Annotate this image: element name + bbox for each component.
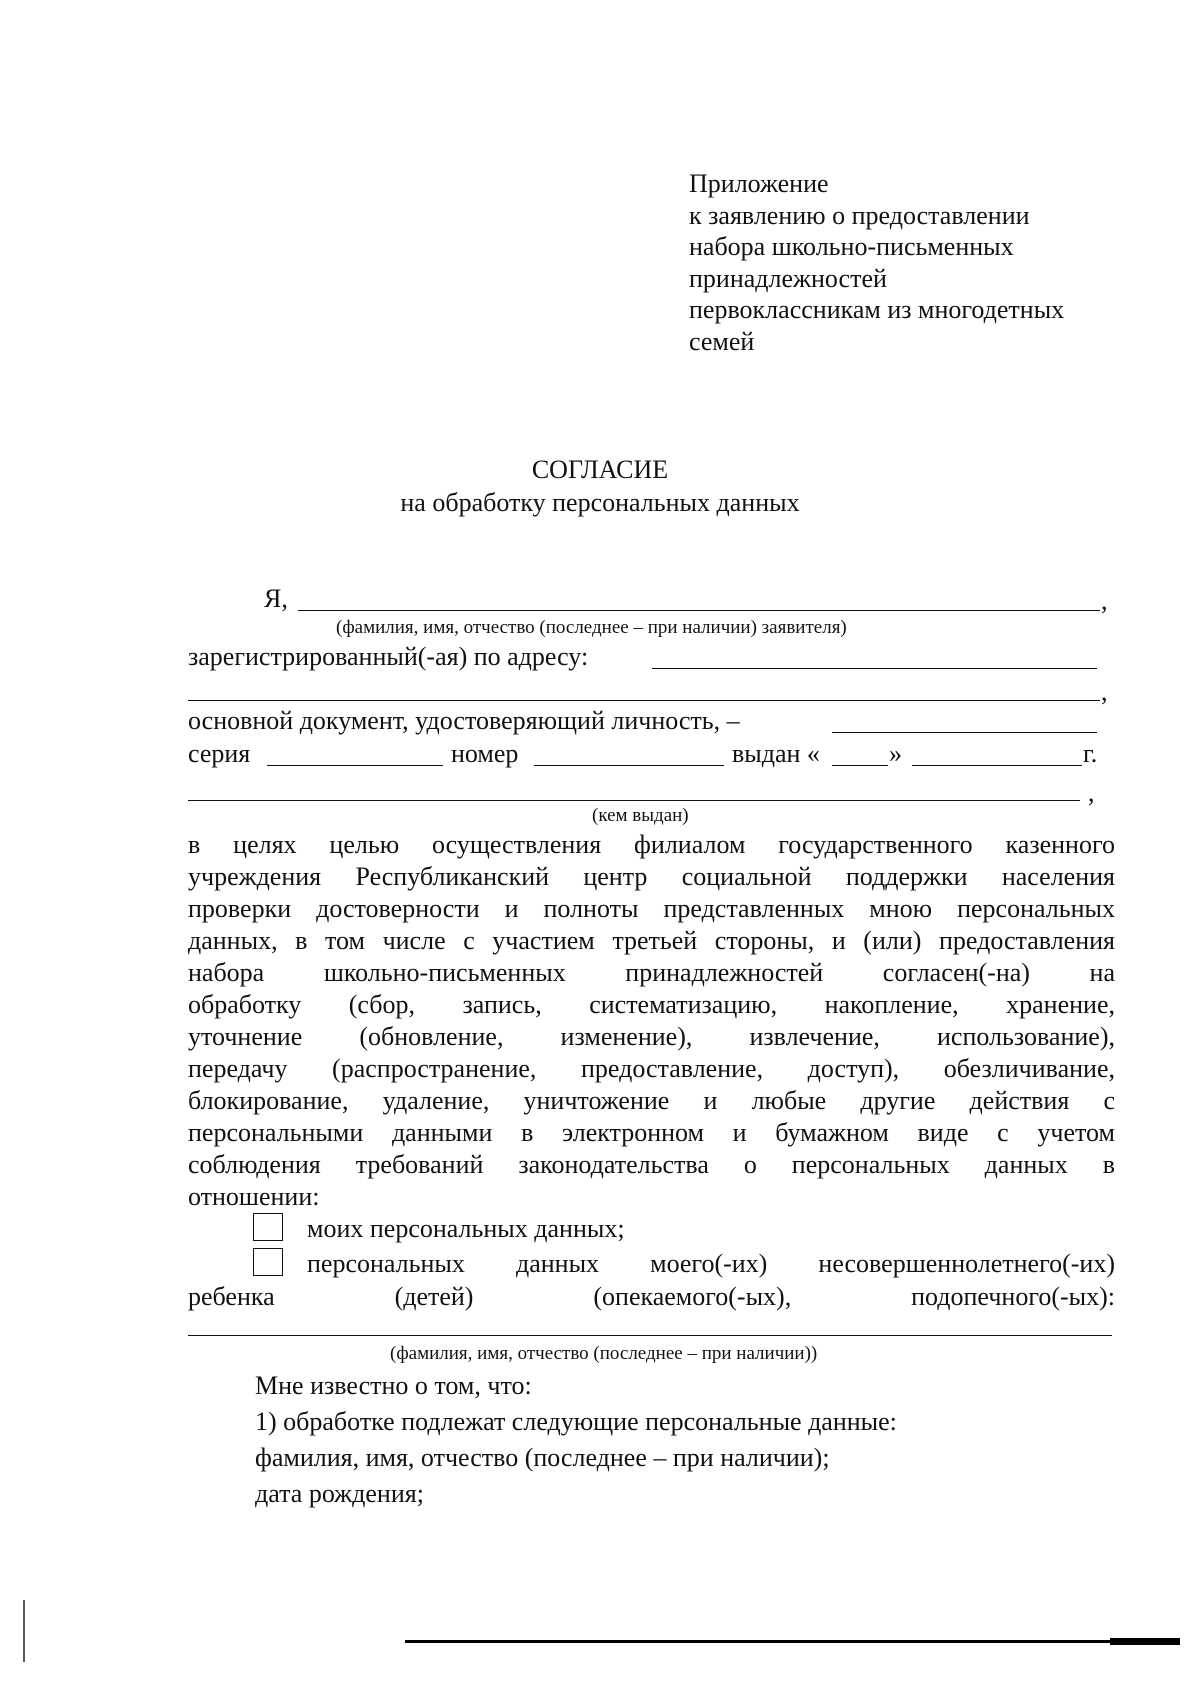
paragraph-line: обработку (сбор, запись, систематизацию, накопление, хранение,: [188, 990, 1115, 1019]
number-field[interactable]: [534, 765, 724, 766]
address-field-1[interactable]: [652, 668, 1097, 669]
year-suffix: г.: [1083, 739, 1098, 768]
issue-day-field[interactable]: [832, 765, 888, 766]
paragraph-line: соблюдения требований законодательства о персональных данных в: [188, 1150, 1115, 1179]
paragraph-line: проверки достоверности и полноты представленных мною персональных: [188, 894, 1115, 923]
series-field[interactable]: [267, 765, 443, 766]
appendix-block: [689, 168, 1064, 357]
address-label: зарегистрированный(-ая) по адресу:: [188, 642, 589, 671]
paragraph-line: учреждения Республиканский центр социальной поддержки населения: [188, 862, 1115, 891]
child-data-label-cont: ребенка (детей) (опекаемого(-ых), подопечного(-ых):: [188, 1282, 1115, 1311]
child-data-checkbox[interactable]: [253, 1248, 283, 1276]
i-label: Я,: [264, 584, 288, 613]
issued-quote-close: »: [889, 739, 902, 768]
paragraph-line: блокирование, удаление, уничтожение и любые другие действия с: [188, 1086, 1115, 1115]
appendix-line: первоклассникам из многодетных: [689, 295, 1065, 324]
known-item-1a: фамилия, имя, отчество (последнее – при наличии);: [255, 1443, 830, 1472]
comma: ,: [1101, 586, 1108, 615]
paragraph-line: отношении:: [188, 1182, 320, 1211]
appendix-line: к заявлению о предоставлении: [689, 200, 1030, 230]
issued-label: выдан «: [732, 739, 820, 768]
comma: ,: [1101, 677, 1108, 706]
paragraph-line: в целях целью осуществления филиалом государственного казенного: [188, 830, 1115, 859]
child-name-field[interactable]: [188, 1335, 1112, 1336]
child-data-label: персональных данных моего(-их) несовершеннолетнего(-их): [307, 1249, 1115, 1278]
issuer-field[interactable]: [188, 800, 1080, 801]
known-item-1b: дата рождения;: [255, 1479, 424, 1508]
paragraph-line: передачу (распространение, предоставление, доступ), обезличивание,: [188, 1054, 1115, 1083]
paragraph-line: данных, в том числе с участием третьей стороны, и (или) предоставления: [188, 926, 1115, 955]
comma: ,: [1088, 778, 1095, 807]
scan-edge-mark: [23, 1600, 25, 1662]
issuer-hint: (кем выдан): [592, 805, 689, 826]
appendix-line: Приложение: [689, 169, 829, 198]
paragraph-line: персональными данными в электронном и бумажном виде с учетом: [188, 1118, 1115, 1147]
appendix-line: набора школьно-письменных: [689, 232, 1014, 261]
series-label: серия: [188, 739, 251, 768]
id-document-label: основной документ, удостоверяющий личность, –: [188, 706, 740, 735]
known-item-1: 1) обработке подлежат следующие персональные данные:: [255, 1407, 897, 1436]
document-subtitle: на обработку персональных данных: [400, 488, 800, 517]
own-data-checkbox[interactable]: [253, 1213, 283, 1241]
appendix-line: семей: [689, 326, 755, 356]
paragraph-line: уточнение (обновление, изменение), извлечение, использование),: [188, 1022, 1115, 1051]
paragraph-line: набора школьно-письменных принадлежностей согласен(-на) на: [188, 958, 1115, 987]
known-intro: Мне известно о том, что:: [255, 1371, 532, 1400]
scan-bottom-line-end: [1110, 1638, 1180, 1645]
appendix-line: принадлежностей: [689, 263, 887, 293]
document-title: СОГЛАСИЕ: [531, 455, 669, 484]
applicant-name-field[interactable]: [298, 610, 1100, 611]
address-field-2[interactable]: [188, 700, 1100, 701]
scan-bottom-line: [405, 1640, 1180, 1643]
child-name-hint: (фамилия, имя, отчество (последнее – при наличии)): [390, 1343, 818, 1364]
own-data-label: моих персональных данных;: [307, 1214, 625, 1243]
issue-month-field[interactable]: [912, 765, 1082, 766]
number-label: номер: [451, 739, 519, 768]
id-document-field[interactable]: [832, 732, 1097, 733]
applicant-name-hint: (фамилия, имя, отчество (последнее – при наличии) заявителя): [336, 617, 847, 638]
